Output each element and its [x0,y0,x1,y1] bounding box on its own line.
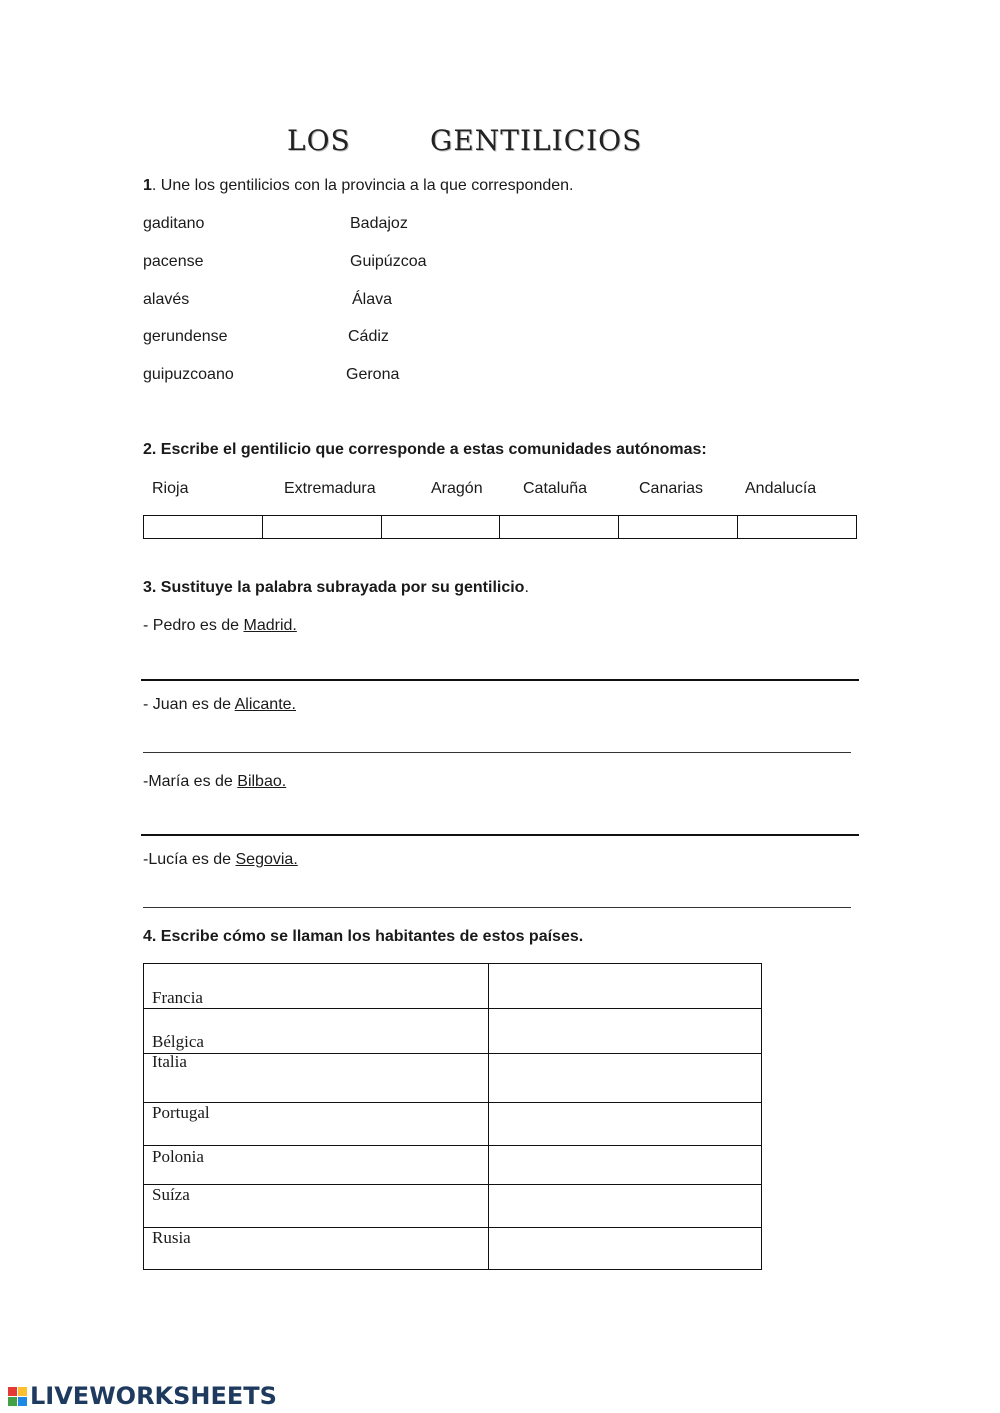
answer-input-cataluna[interactable] [500,516,619,539]
region-answer-table [143,515,857,539]
sentence [143,696,296,714]
table-row [144,1103,761,1146]
sentence-prefix: - Juan es de [143,696,235,713]
question-3 [143,579,529,597]
sentence-prefix: -María es de [143,773,238,790]
country-label: Francia [152,988,203,1007]
gentilicio-item[interactable]: alavés [143,291,190,308]
question-1-text: . Une los gentilicios con la provincia a la que corresponden. [151,177,574,194]
answer-line[interactable] [141,679,859,681]
underlined-place: Madrid. [243,617,297,634]
gentilicio-item[interactable]: guipuzcoano [143,366,234,383]
region-label: Rioja [152,480,189,497]
answer-input-aragon[interactable] [381,516,500,539]
country-label: Italia [152,1052,187,1071]
sentence-prefix: - Pedro es de [143,617,244,634]
title-word-1: LOS [287,124,351,157]
gentilicio-item[interactable]: pacense [143,253,204,270]
table-row [144,1054,761,1103]
sentence [143,773,286,791]
question-4: 4. Escribe cómo se llaman los habitantes de estos países. [143,928,584,945]
table-row [144,1185,761,1228]
underlined-place: Segovia. [235,851,298,868]
region-label: Aragón [431,480,483,497]
provincia-item[interactable]: Gerona [346,366,400,383]
region-label: Andalucía [745,480,817,497]
provincia-item[interactable]: Badajoz [350,215,408,232]
country-cell [144,1054,489,1102]
country-label: Bélgica [152,1032,204,1051]
question-2: 2. Escribe el gentilicio que corresponde a estas comunidades autónomas: [143,441,707,458]
country-label: Portugal [152,1103,210,1122]
answer-line[interactable] [141,834,859,836]
region-label: Extremadura [284,480,376,497]
question-3-tail: . [524,579,529,596]
gentilicio-item[interactable]: gaditano [143,215,205,232]
provincia-item[interactable]: Guipúzcoa [350,253,427,270]
answer-input-canarias[interactable] [619,516,738,539]
underlined-place: Alicante. [234,696,296,713]
answer-input-rioja[interactable] [144,516,263,539]
country-label: Rusia [152,1228,191,1247]
table-row [144,1228,761,1269]
country-label: Polonia [152,1147,204,1166]
table-row [144,1009,761,1054]
gentilicio-item[interactable]: gerundense [143,328,228,345]
region-label: Cataluña [523,480,588,497]
logo-block [18,1387,27,1396]
logo-icon [8,1387,27,1406]
provincia-item[interactable]: Álava [352,291,393,308]
question-1 [143,177,573,195]
question-1-number: 1 [143,177,152,194]
sentence [143,617,297,635]
table-row [144,1146,761,1185]
sentence [143,851,298,869]
provincia-item[interactable]: Cádiz [348,328,389,345]
answer-input-andalucia[interactable] [738,516,857,539]
liveworksheets-logo[interactable] [8,1382,277,1410]
region-label: Canarias [639,480,704,497]
question-3-text: 3. Sustituye la palabra subrayada por su gentilicio [143,579,525,596]
countries-table [143,963,762,1270]
underlined-place: Bilbao. [237,773,287,790]
sentence-prefix: -Lucía es de [143,851,236,868]
answer-line[interactable] [143,907,851,908]
title-word-2: GENTILICIOS [430,124,643,157]
country-cell [144,1228,489,1269]
answer-line[interactable] [143,752,851,753]
logo-text: LIVEWORKSHEETS [30,1382,277,1410]
answer-input-extremadura[interactable] [262,516,381,539]
country-cell [144,1185,489,1227]
logo-block [8,1397,17,1406]
logo-block [8,1387,17,1396]
country-label: Suíza [152,1185,190,1204]
logo-block [18,1397,27,1406]
table-row [144,964,761,1009]
